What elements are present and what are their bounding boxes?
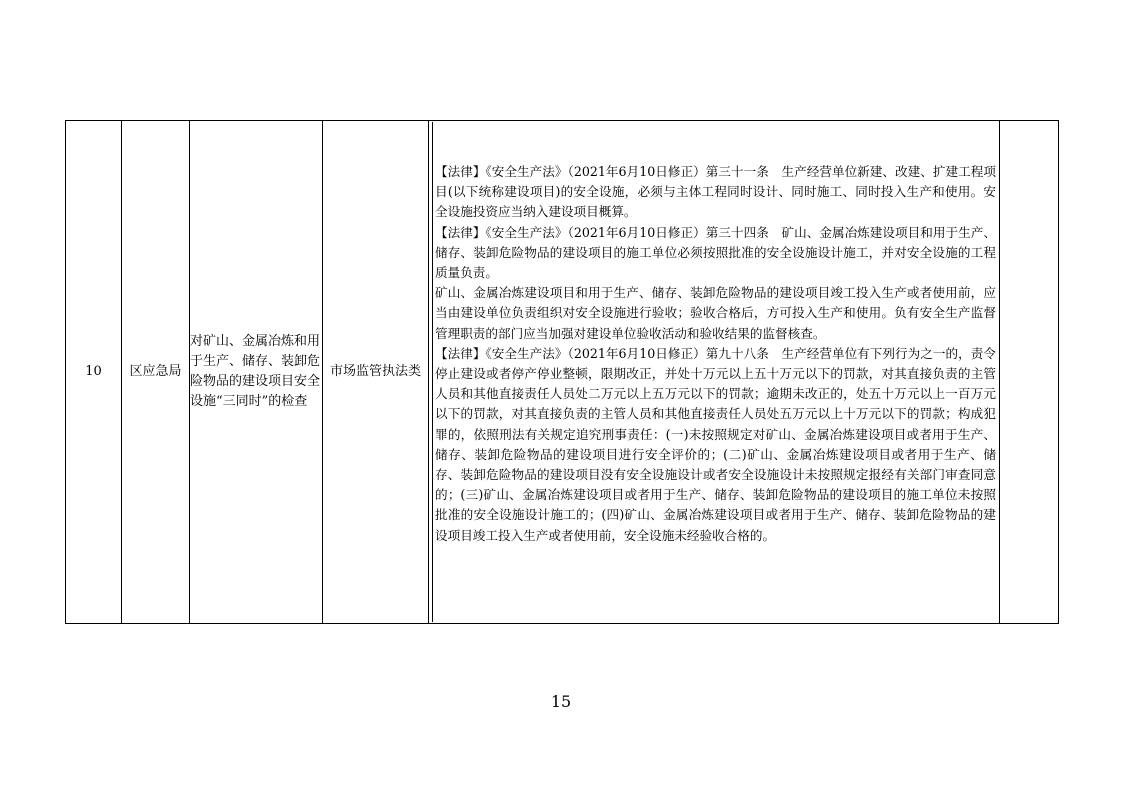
legal-basis-cell	[429, 121, 1000, 624]
inspection-item-table	[65, 120, 1059, 624]
category-cell: 市场监管执法类	[323, 121, 429, 624]
legal-basis-paragraph: 【法律】《安全生产法》（2021年6月10日修正）第九十八条 生产经营单位有下列行为之一的，责令停止建设或者停产停业整顿，限期改正，并处十万元以上五十万元以下的罚款，对其直接负责的主管人员和其他直接责任人员处二万元以上五万元以下的罚款；逾期未改正的，处五十万元以上一百万元以下的罚款，对其直接负责的主管人员和其他直接责任人员处五万元以上十万元以下的罚款；构成犯罪的，依照刑法有关规定追究刑事责任：(一)未按照规定对矿山、金属冶炼建设项目或者用于生产、储存、装卸危险物品的建设项目进行安全评价的；(二)矿山、金属冶炼建设项目或者用于生产、储存、装卸危险物品的建设项目没有安全设施设计或者安全设施设计未按照规定报经有关部门审查同意的；(三)矿山、金属冶炼建设项目或者用于生产、储存、装卸危险物品的建设项目的施工单位未按照批准的安全设施设计施工的；(四)矿山、金属冶炼建设项目或者用于生产、储存、装卸危险物品的建设项目竣工投入生产或者使用前，安全设施未经验收合格的。	[435, 345, 996, 543]
table-row	[66, 121, 1059, 624]
department-cell: 区应急局	[122, 121, 190, 624]
page-number: 15	[550, 692, 572, 711]
note-cell	[1000, 121, 1059, 624]
legal-basis-text	[432, 122, 996, 622]
inspection-item-cell: 对矿山、金属冶炼和用于生产、储存、装卸危险物品的建设项目安全设施“三同时”的检查	[190, 121, 323, 624]
row-number-cell: 10	[66, 121, 122, 624]
legal-basis-paragraph: 矿山、金属冶炼建设项目和用于生产、储存、装卸危险物品的建设项目竣工投入生产或者使用前，应当由建设单位负责组织对安全设施进行验收；验收合格后，方可投入生产和使用。负有安全生产监督管理职责的部门应当加强对建设单位验收活动和验收结果的监督核查。	[435, 285, 996, 341]
legal-basis-paragraph: 【法律】《安全生产法》（2021年6月10日修正）第三十四条 矿山、金属冶炼建设项目和用于生产、储存、装卸危险物品的建设项目的施工单位必须按照批准的安全设施设计施工，并对安全设施的工程质量负责。	[435, 224, 996, 281]
legal-basis-paragraph: 【法律】《安全生产法》（2021年6月10日修正）第三十一条 生产经营单位新建、改建、扩建工程项目(以下统称建设项目)的安全设施，必须与主体工程同时设计、同时施工、同时投入生产和使用。安全设施投资应当纳入建设项目概算。	[435, 164, 996, 220]
